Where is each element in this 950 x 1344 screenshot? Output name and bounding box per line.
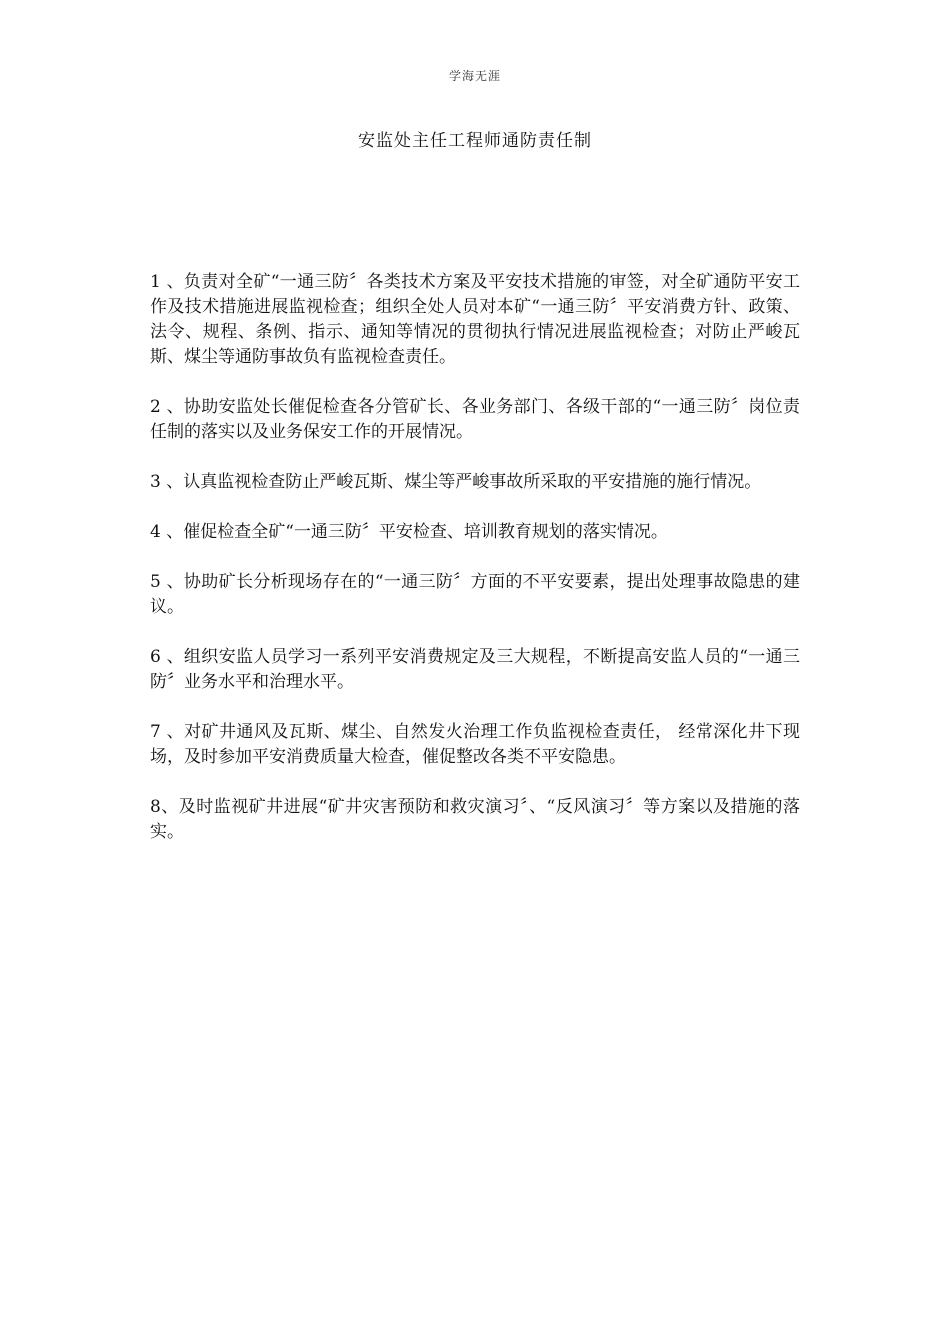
page-header: 学海无涯: [448, 69, 501, 83]
clause-7: 7 、对矿井通风及瓦斯、煤尘、自然发火治理工作负监视检查责任， 经常深化井下现场，及时参加平安消费质量大检查，催促整改各类不平安隐患。: [150, 722, 800, 767]
clause-8: 8、及时监视矿井进展“矿井灾害预防和救灾演习〞、“反风演习〞等方案以及措施的落实。: [150, 797, 800, 842]
clause-1: 1 、负责对全矿“一通三防〞各类技术方案及平安技术措施的审签，对全矿通防平安工作及技术措施进展监视检查；组织全处人员对本矿“一通三防〞平安消费方针、政策、法令、规程、条例、指示、通知等情况的贯彻执行情况进展监视检查；对防止严峻瓦斯、煤尘等通防事故负有监视检查责任。: [150, 272, 800, 367]
document-title: 安监处主任工程师通防责任制: [358, 131, 592, 151]
clause-2: 2 、协助安监处长催促检查各分管矿长、各业务部门、各级干部的“一通三防〞岗位责任制的落实以及业务保安工作的开展情况。: [150, 397, 800, 442]
clause-6: 6 、组织安监人员学习一系列平安消费规定及三大规程，不断提高安监人员的“一通三防〞业务水平和治理水平。: [150, 647, 800, 692]
clause-list: [150, 270, 800, 870]
clause-3: 3 、认真监视检查防止严峻瓦斯、煤尘等严峻事故所采取的平安措施的施行情况。: [150, 472, 762, 492]
clause-4: 4 、催促检查全矿“一通三防〞平安检查、培训教育规划的落实情况。: [150, 522, 668, 542]
clause-5: 5 、协助矿长分析现场存在的“一通三防〞方面的不平安要素，提出处理事故隐患的建议。: [150, 572, 800, 617]
